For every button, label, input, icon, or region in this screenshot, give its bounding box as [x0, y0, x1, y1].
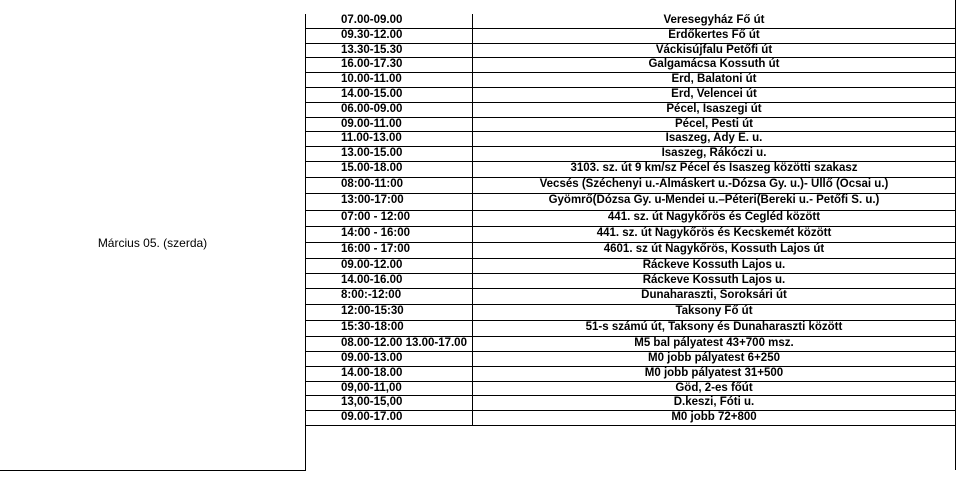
table-row — [305, 58, 955, 73]
location-cell: Taksony Fő út — [675, 304, 753, 317]
location-cell: Dunaharaszti, Soroksári út — [641, 288, 787, 301]
table-row — [305, 194, 955, 210]
table-row — [305, 44, 955, 59]
date-cell — [0, 14, 306, 471]
time-cell: 10.00-11.00 — [305, 73, 473, 87]
location-cell: Galgamácsa Kossuth út — [648, 58, 780, 71]
time-cell: 07:00 - 12:00 — [305, 211, 473, 226]
table-row — [305, 382, 955, 397]
table-row — [305, 118, 955, 133]
time-cell: 15.00-18.00 — [305, 162, 473, 177]
location-cell: 441. sz. út Nagykőrös és Kecskemét között — [596, 226, 832, 239]
location-cell: M0 jobb pályatest 6+250 — [648, 352, 780, 365]
top-edge — [305, 0, 955, 14]
time-cell: 15:30-18:00 — [305, 321, 473, 336]
table-row — [305, 227, 955, 243]
location-cell: Isaszeg, Ady E. u. — [665, 132, 763, 145]
table-row — [305, 14, 955, 29]
location-cell: M0 jobb 72+800 — [671, 411, 757, 424]
schedule-rows — [305, 14, 955, 426]
table-row — [305, 259, 955, 274]
table-right-border — [955, 0, 956, 470]
time-cell: 09.30-12.00 — [305, 29, 473, 43]
location-cell: 3103. sz. út 9 km/sz Pécel és Isaszeg közötti szakasz — [570, 161, 858, 174]
time-cell: 16.00-17.30 — [305, 58, 473, 72]
time-cell: 09.00-17.00 — [305, 411, 473, 425]
location-cell: Pécel, Isaszegi út — [666, 102, 762, 115]
location-cell: Érd, Balatoni út — [671, 73, 757, 86]
table-row — [305, 321, 955, 337]
time-cell: 09.00-11.00 — [305, 118, 473, 132]
table-row — [305, 411, 955, 426]
time-cell: 06.00-09.00 — [305, 103, 473, 117]
time-cell: 09.00-12.00 — [305, 259, 473, 273]
table-row — [305, 367, 955, 382]
location-cell: 4601. sz út Nagykőrös, Kossuth Lajos út — [603, 242, 825, 255]
time-cell: 09,00-11,00 — [305, 382, 473, 396]
location-cell: 51-s számú út, Taksony és Dunaharaszti között — [585, 321, 843, 334]
time-cell: 14.00-18.00 — [305, 367, 473, 381]
table-row — [305, 29, 955, 44]
table-row — [305, 162, 955, 178]
location-cell: D.keszi, Fóti u. — [673, 396, 755, 409]
table-row — [305, 289, 955, 305]
table-row — [305, 243, 955, 259]
location-cell: M0 jobb pályatest 31+500 — [644, 366, 784, 379]
table-row — [305, 103, 955, 118]
table-row — [305, 337, 955, 352]
location-cell: Vecsés (Széchenyi u.-Almáskert u.-Dózsa Gy. u.)- Üllő (Ocsai u.) — [539, 178, 889, 191]
location-cell: 441. sz. út Nagykőrös és Cegléd között — [607, 210, 821, 223]
table-row — [305, 88, 955, 103]
time-cell: 12:00-15:30 — [305, 305, 473, 320]
time-cell: 07.00-09.00 — [305, 14, 473, 28]
location-cell: Veresegyház Fő út — [663, 14, 765, 26]
time-cell: 13.30-15.30 — [305, 44, 473, 58]
time-cell: 09.00-13.00 — [305, 352, 473, 366]
location-cell: Ráckeve Kossuth Lajos u. — [642, 273, 786, 286]
table-row — [305, 73, 955, 88]
time-cell: 08:00-11:00 — [305, 178, 473, 193]
date-label: Március 05. (szerda) — [97, 235, 208, 250]
table-row — [305, 274, 955, 289]
time-cell: 16:00 - 17:00 — [305, 243, 473, 258]
time-cell: 14.00-16.00 — [305, 274, 473, 288]
location-cell: Gyömrő(Dózsa Gy. u-Mendei u.–Péteri(Bereki u.- Petőfi S. u.) — [548, 194, 880, 207]
location-cell: Ráckeve Kossuth Lajos u. — [642, 259, 786, 272]
time-cell: 08.00-12.00 13.00-17.00 — [305, 337, 473, 351]
time-cell: 8:00:-12:00 — [305, 289, 473, 304]
location-cell: Érd, Velencei út — [671, 87, 757, 100]
table-row — [305, 305, 955, 321]
table-row — [305, 396, 955, 411]
location-cell: Isaszeg, Rákóczi u. — [661, 147, 767, 160]
time-cell: 13,00-15,00 — [305, 396, 473, 410]
location-cell: Váckisújfalu Petőfi út — [655, 43, 773, 56]
location-cell: Göd, 2-es főút — [675, 381, 753, 394]
location-cell: Erdőkertes Fő út — [668, 28, 760, 41]
time-cell: 13.00-15.00 — [305, 147, 473, 161]
time-cell: 14.00-15.00 — [305, 88, 473, 102]
time-cell: 11.00-13.00 — [305, 132, 473, 146]
table-row — [305, 178, 955, 194]
table-row — [305, 352, 955, 367]
time-cell: 14:00 - 16:00 — [305, 227, 473, 242]
table-row — [305, 132, 955, 147]
table-row — [305, 211, 955, 227]
location-cell: M5 bal pályatest 43+700 msz. — [634, 337, 794, 350]
location-cell: Pécel, Pesti út — [675, 117, 753, 130]
table-row — [305, 147, 955, 162]
time-cell: 13:00-17:00 — [305, 194, 473, 209]
